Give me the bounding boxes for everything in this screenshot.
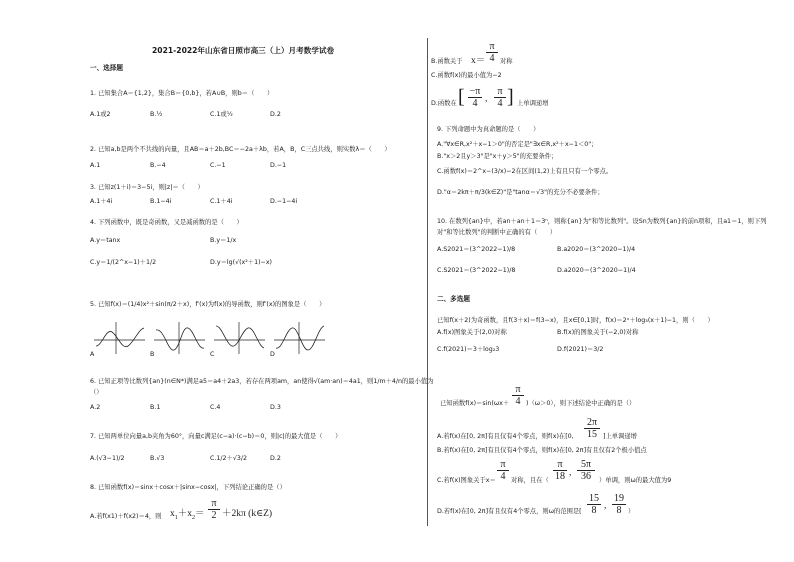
q10-option-a: A.S2021＝(3^2022−1)/8	[437, 246, 516, 253]
q2-option-b: B.−4	[150, 162, 166, 169]
q2-stem: 2. 已知a,b是两个不共线的向量，且AB＝a＋2b,BC＝−2a＋λb，若A，B，C三点共线，则实数λ＝（ ）	[90, 146, 391, 153]
q8-option-b-x: x＝	[471, 56, 486, 66]
q8-option-d-fraction-1: $\frac{-\pi}{4}$	[469, 86, 481, 109]
q11-option-c: C.f(2021)＝3＋log₂3	[437, 346, 500, 353]
q5-label-a: A	[90, 351, 95, 358]
q4-option-a: A.y＝tanx	[90, 237, 121, 244]
q5-label-d: D	[270, 351, 275, 358]
q12-option-c-mid: 对称，且在（	[511, 477, 549, 484]
q12-stem-post: )（ω＞0），则下述结论中正确的是（）	[526, 400, 636, 407]
q12-option-a-text: A.若f(x)在[0, 2π]有且仅有4个零点，则f(x)在[0,	[437, 433, 574, 440]
q5-label-c: C	[210, 351, 215, 358]
q12-option-a-fraction: $\frac{2\pi}{15}$	[584, 417, 600, 440]
graph-b-figure	[152, 320, 207, 356]
q2-option-c: C.−1	[210, 162, 226, 169]
q3-option-b: B.1−4i	[150, 198, 172, 205]
q11-option-a: A.f(x)图象关于(2,0)对称	[437, 329, 507, 336]
q2-option-a: A.1	[90, 162, 101, 169]
q1-option-c: C.1或½	[210, 111, 233, 118]
q5-stem: 5. 已知f(x)＝(1/4)x²＋sin(π/2＋x)，f′(x)为f(x)的导函数，则f′(x)的图象是（ ）	[90, 301, 326, 308]
page-title: 2021-2022年山东省日照市高三（上）月考数学试卷	[152, 46, 335, 55]
q6-option-d: D.3	[270, 404, 281, 411]
q8-option-b-text: B.函数关于	[431, 58, 463, 65]
q8-option-b-fraction: $\frac{\pi}{4}$	[486, 41, 498, 64]
q9-option-c: C.函数f(x)＝2^x−(3/x)−2在区间(1,2)上有且只有一个零点。	[437, 168, 613, 175]
q7-option-b: B.√3	[150, 455, 165, 462]
q6-stem: 6. 已知正项等比数列{an}(n∈N*)满足a5＝a4＋2a3，若存在两项am，an使得√(am·an)＝4a1，则1/m＋4/n的最小值为	[90, 378, 434, 385]
q6-option-b: B.1	[150, 404, 161, 411]
q10-stem-cont: 对"和等比数列"的判断中正确的有（ ）	[437, 229, 557, 236]
q12-option-c-text: C.若f(x)图象关于x＝	[437, 477, 496, 484]
q8-option-a-period: ＋2kπ (k∈Z)	[222, 509, 273, 519]
q7-option-c: C.1/2＋√3/2	[210, 455, 247, 462]
q7-option-d: D.2	[270, 455, 281, 462]
graph-c-figure	[212, 320, 267, 356]
q10-option-c: C.S2021＝(3^2022−1)/8	[437, 267, 516, 274]
q4-option-c: C.y＝1/(2^x−1)＋1/2	[90, 259, 157, 266]
q1-option-a: A.1或2	[90, 111, 111, 118]
q6-stem-cont: （）	[90, 389, 103, 396]
q3-option-d: D.−1−4i	[270, 198, 298, 205]
q4-stem: 4. 下列函数中，既是奇函数，又是减函数的是（ ）	[90, 219, 243, 226]
q9-stem: 9. 下列命题中为真命题的是（ ）	[437, 126, 540, 133]
q1-stem: 1. 已知集合A＝{1,2}，集合B＝{0,b}，若A∪B，则b＝（ ）	[90, 90, 274, 97]
q9-option-d: D."α＝2kπ＋π/3(k∈Z)"是"tanα＝√3"的充分不必要条件；	[437, 189, 604, 196]
q6-option-c: C.4	[210, 404, 221, 411]
q11-option-b: B.f(x)的图象关于(−2,0)对称	[557, 329, 639, 336]
q2-option-d: D.−1	[270, 162, 287, 169]
section-heading-multi: 二、多选题	[437, 295, 470, 303]
q5-label-b: B	[150, 351, 155, 358]
q1-option-d: D.2	[270, 111, 281, 118]
q7-option-a: A.(√3−1)/2	[90, 455, 125, 462]
q8-option-a-x1: $x_1+x_2=$	[170, 509, 205, 521]
q12-option-b: B.若f(x)在[0, 2π]有且仅有4个零点，则f(x)在[0, 2π]有且仅有2个极小值点	[437, 447, 647, 454]
q12-option-d-fraction-1: $\frac{15}{8}$	[589, 493, 599, 516]
q8-option-d-bracket-open: [	[458, 86, 465, 108]
q12-option-c-fraction-2: $\frac{\pi}{18}$	[555, 459, 565, 482]
q12-option-c-fraction-3: $\frac{5\pi}{36}$	[577, 459, 595, 482]
q12-option-d-text: D.若f(x)在[0, 2π]有且仅有4个零点，则ω的范围是[	[437, 508, 582, 515]
graph-d-figure	[272, 320, 327, 356]
q5-graph-c	[212, 320, 267, 356]
section-heading-choice: 一、选择题	[90, 64, 123, 72]
q10-option-b: B.a2020＝(3^2020−1)/4	[557, 246, 636, 253]
q6-option-a: A.2	[90, 404, 101, 411]
q5-graph-d	[272, 320, 327, 356]
q12-option-c-post: ）单调，则ω的最大值为9	[599, 477, 672, 484]
q8-option-d-comma: ,	[485, 94, 488, 104]
graph-a-figure	[92, 320, 147, 356]
q8-option-d-fraction-2: $\frac{\pi}{4}$	[494, 86, 506, 109]
q3-option-c: C.1＋4i	[210, 198, 233, 205]
q3-stem: 3. 已知z(1＋i)＝3−5i，则|z|＝（ ）	[90, 184, 204, 191]
q8-option-b-post: 对称	[500, 58, 513, 65]
q1-option-b: B.½	[150, 111, 163, 118]
q9-option-a: A."∀x∈R,x²＋x−1＞0"的否定是"∃x∈R,x²＋x−1＜0"；	[437, 141, 598, 148]
q4-option-b: B.y＝1/x	[210, 237, 237, 244]
q12-option-a-post: ]上单调递增	[603, 433, 637, 440]
q4-option-d: D.y＝lg(√(x²＋1)−x)	[210, 259, 273, 266]
q11-option-d: D.f(2021)＝3/2	[557, 346, 604, 353]
q8-option-c: C.函数f(x)的最小值为−2	[431, 72, 502, 79]
q9-option-b: B."x＞2且y＞3"是"x＋y＞5"的充要条件；	[437, 153, 558, 160]
q8-option-d-text: D.函数在	[431, 100, 457, 107]
q12-stem-pre: 已知函数f(x)＝sin(ωx＋	[440, 400, 510, 407]
q12-stem-fraction: $\frac{\pi}{4}$	[512, 384, 524, 407]
q8-stem: 8. 已知函数f(x)＝sinx＋cosx＋|sinx−cosx|，下列结论正确的是（）	[90, 484, 286, 491]
q8-option-a-fraction: $\frac{\pi}{2}$	[208, 498, 220, 521]
q11-stem: 已知f(x＋2)为奇函数，且f(3＋x)＝f(3−x)，且x∈[0,1]时，f(x)＝2ˣ＋log₃(x＋1)−1，则（ ）	[437, 317, 714, 324]
q12-option-c-comma: ,	[569, 468, 572, 478]
q12-option-d-post: ）	[628, 508, 635, 515]
q10-stem: 10. 在数列{an}中，若an＋an＋1＝3ⁿ，则称{an}为"和等比数列"。设Sn为数列{an}的前n项和，且a1＝1，则下列	[437, 218, 767, 225]
q12-option-d-fraction-2: $\frac{19}{8}$	[614, 493, 624, 516]
column-divider	[427, 38, 428, 526]
q12-option-c-fraction-1: $\frac{\pi}{4}$	[497, 459, 509, 482]
q5-graph-a	[92, 320, 147, 356]
q8-option-d-bracket-close: ]	[507, 86, 514, 108]
q8-option-a-text: A.若f(x1)＋f(x2)＝4，则	[90, 513, 162, 520]
q10-option-d: D.a2020＝(3^2020−1)/4	[557, 267, 636, 274]
q8-option-d-post: 上单调递增	[517, 100, 549, 107]
q5-graph-b	[152, 320, 207, 356]
q7-stem: 7. 已知两单位向量a,b夹角为60°，向量c满足(c−a)·(c−b)＝0，则|c|的最大值是（ ）	[90, 433, 342, 440]
q3-option-a: A.1＋4i	[90, 198, 113, 205]
q12-option-d-comma: ,	[604, 501, 607, 511]
